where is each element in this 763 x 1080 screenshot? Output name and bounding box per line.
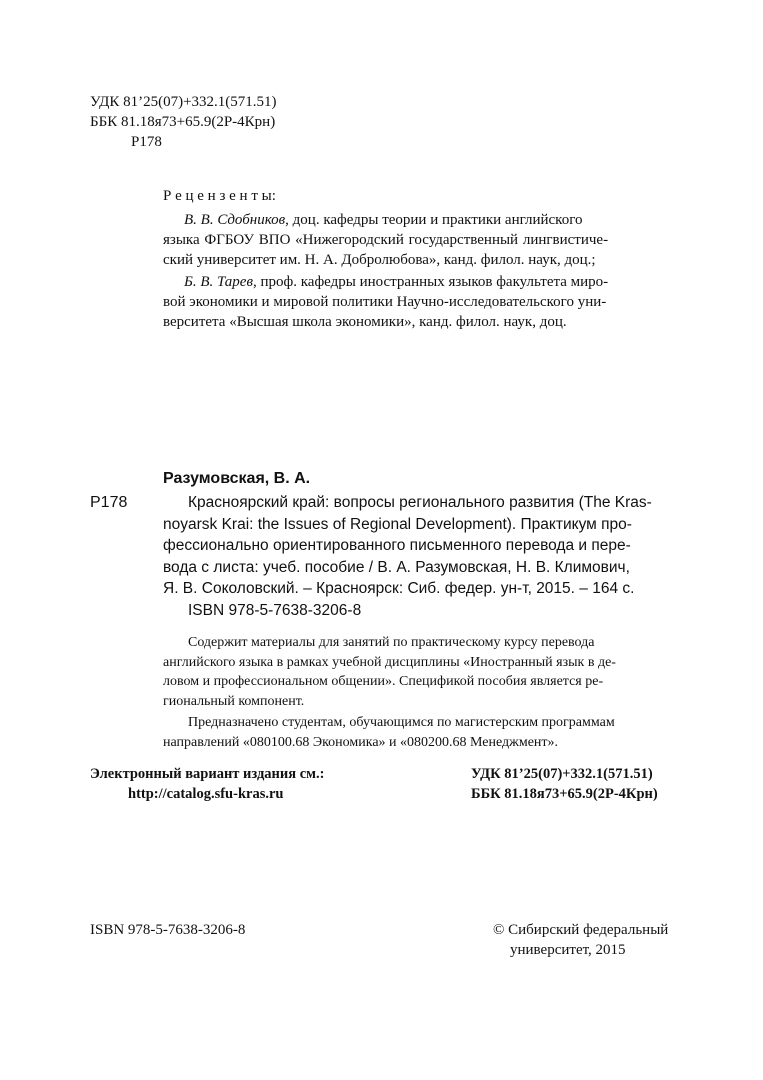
- abstract-p1-line3: ловом и профессиональном общении». Спецификой пособия является ре-: [163, 674, 604, 689]
- reviewer-1-line3: ский университет им. Н. А. Добролюбова», канд. филол. наук, доц.;: [163, 252, 596, 268]
- abstract-p1-line2: английского языка в рамках учебной дисциплины «Иностранный язык в де-: [163, 654, 616, 670]
- book-line-4: вода с листа: учеб. пособие / В. А. Разумовская, Н. В. Климович,: [163, 558, 630, 576]
- abstract-p2-line1: Предназначено студентам, обучающимся по магистерским программам: [188, 715, 615, 730]
- book-line-2: noyarsk Krai: the Issues of Regional Development). Практикум про-: [163, 515, 632, 533]
- copyright-line2: университет, 2015: [510, 942, 626, 958]
- reviewer-2-name: Б. В. Тарев: [184, 274, 253, 290]
- reviewer-1-position: , доц. кафедры теории и практики английского: [285, 212, 583, 228]
- reviewers-block: [163, 186, 673, 332]
- abstract-p1-line1: Содержит материалы для занятий по практическому курсу перевода: [188, 635, 595, 650]
- udk-code: УДК 81’25(07)+332.1(571.51): [90, 94, 277, 110]
- book-code: Р178: [90, 494, 128, 511]
- copyright-line1: © Сибирский федеральный: [493, 922, 669, 938]
- book-line-1: Красноярский край: вопросы регионального развития (The Kras-: [188, 494, 652, 511]
- abstract-p2-line2: направлений «080100.68 Экономика» и «080200.68 Менеджмент».: [163, 734, 559, 750]
- reviewer-1-line2: языка ФГБОУ ВПО «Нижегородский государственный лингвистиче-: [163, 232, 609, 248]
- abstract-p1-line4: гиональный компонент.: [163, 693, 305, 709]
- electronic-version: [90, 764, 325, 804]
- bottom-classification: [471, 764, 658, 804]
- reviewer-2-position: , проф. кафедры иностранных языков факультета миро-: [252, 274, 609, 290]
- electronic-url[interactable]: http://catalog.sfu-kras.ru: [128, 786, 284, 802]
- reviewer-1-name: В. В. Сдобников: [184, 212, 286, 228]
- reviewer-2-line3: верситета «Высшая школа экономики», канд. филол. наук, доц.: [163, 314, 567, 330]
- book-line-5: Я. В. Соколовский. – Красноярск: Сиб. федер. ун-т, 2015. – 164 с.: [163, 580, 635, 597]
- reviewer-2-line2: вой экономики и мировой политики Научно-исследовательского уни-: [163, 294, 607, 310]
- reviewer-1: [163, 210, 673, 270]
- electronic-label: Электронный вариант издания см.:: [90, 766, 325, 782]
- bottom-bbk: ББК 81.18я73+65.9(2Р-4Крн): [471, 786, 658, 802]
- bbk-code: ББК 81.18я73+65.9(2Р-4Крн): [90, 114, 276, 130]
- book-line-3: фессионально ориентированного письменного перевода и пере-: [163, 537, 631, 554]
- footer-isbn: ISBN 978-5-7638-3206-8: [90, 922, 246, 938]
- book-isbn: ISBN 978-5-7638-3206-8: [188, 601, 362, 619]
- author-sign-code: Р178: [131, 134, 162, 150]
- abstract-block: [163, 633, 673, 752]
- reviewer-2: [163, 272, 673, 332]
- classification-block: [90, 92, 277, 152]
- bottom-udk: УДК 81’25(07)+332.1(571.51): [471, 766, 653, 782]
- book-author: Разумовская, В. А.: [163, 470, 311, 487]
- copyright-block: [493, 920, 668, 960]
- reviewers-heading: Р е ц е н з е н т ы:: [163, 188, 276, 204]
- book-description: [163, 492, 673, 621]
